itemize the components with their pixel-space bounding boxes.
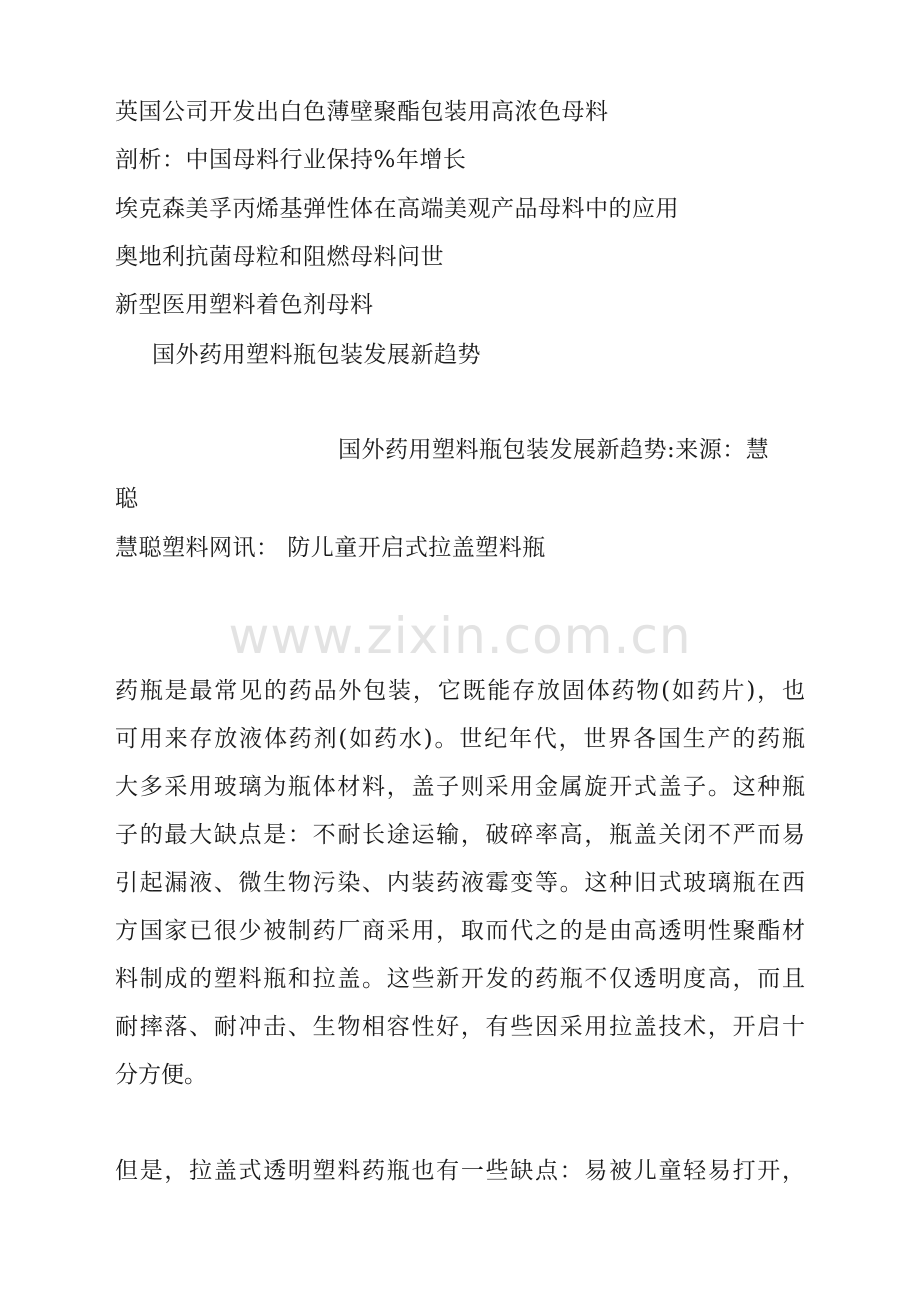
news-intro-line: 慧聪塑料网讯： 防儿童开启式拉盖塑料瓶 [115,535,546,561]
headline-2: 剖析：中国母料行业保持%年增长 [115,147,467,173]
headline-1: 英国公司开发出白色薄壁聚酯包装用高浓色母料 [115,99,609,125]
paragraph-1-line: 可用来存放液体药剂(如药水)。世纪年代，世界各国生产的药瓶 [115,726,805,752]
paragraph-1-line: 耐摔落、耐冲击、生物相容性好，有些因采用拉盖技术，开启十 [115,1014,805,1040]
paragraph-1-line: 方国家已很少被制药厂商采用，取而代之的是由高透明性聚酯材 [115,918,805,944]
watermark: www.zixin.com.cn [228,607,692,665]
paragraph-1-line: 料制成的塑料瓶和拉盖。这些新开发的药瓶不仅透明度高，而且 [115,966,805,992]
paragraph-2-line: 但是，拉盖式透明塑料药瓶也有一些缺点：易被儿童轻易打开， [115,1158,805,1184]
source-line-continued: 聪 [115,486,139,512]
headline-3: 埃克森美孚丙烯基弹性体在高端美观产品母料中的应用 [115,196,679,222]
paragraph-1-line: 引起漏液、微生物污染、内装药液霉变等。这种旧式玻璃瓶在西 [115,870,805,896]
paragraph-1-line: 子的最大缺点是：不耐长途运输，破碎率高，瓶盖关闭不严而易 [115,822,805,848]
source-line: 国外药用塑料瓶包装发展新趋势:来源：慧 [338,437,770,463]
paragraph-1-line: 大多采用玻璃为瓶体材料，盖子则采用金属旋开式盖子。这种瓶 [115,774,805,800]
article-title: 国外药用塑料瓶包装发展新趋势 [152,342,481,368]
headline-5: 新型医用塑料着色剂母料 [115,292,374,318]
paragraph-1-line: 分方便。 [115,1062,207,1088]
paragraph-1-line: 药瓶是最常见的药品外包装，它既能存放固体药物(如药片)，也 [115,678,805,704]
headline-4: 奥地利抗菌母粒和阻燃母料问世 [115,244,444,270]
